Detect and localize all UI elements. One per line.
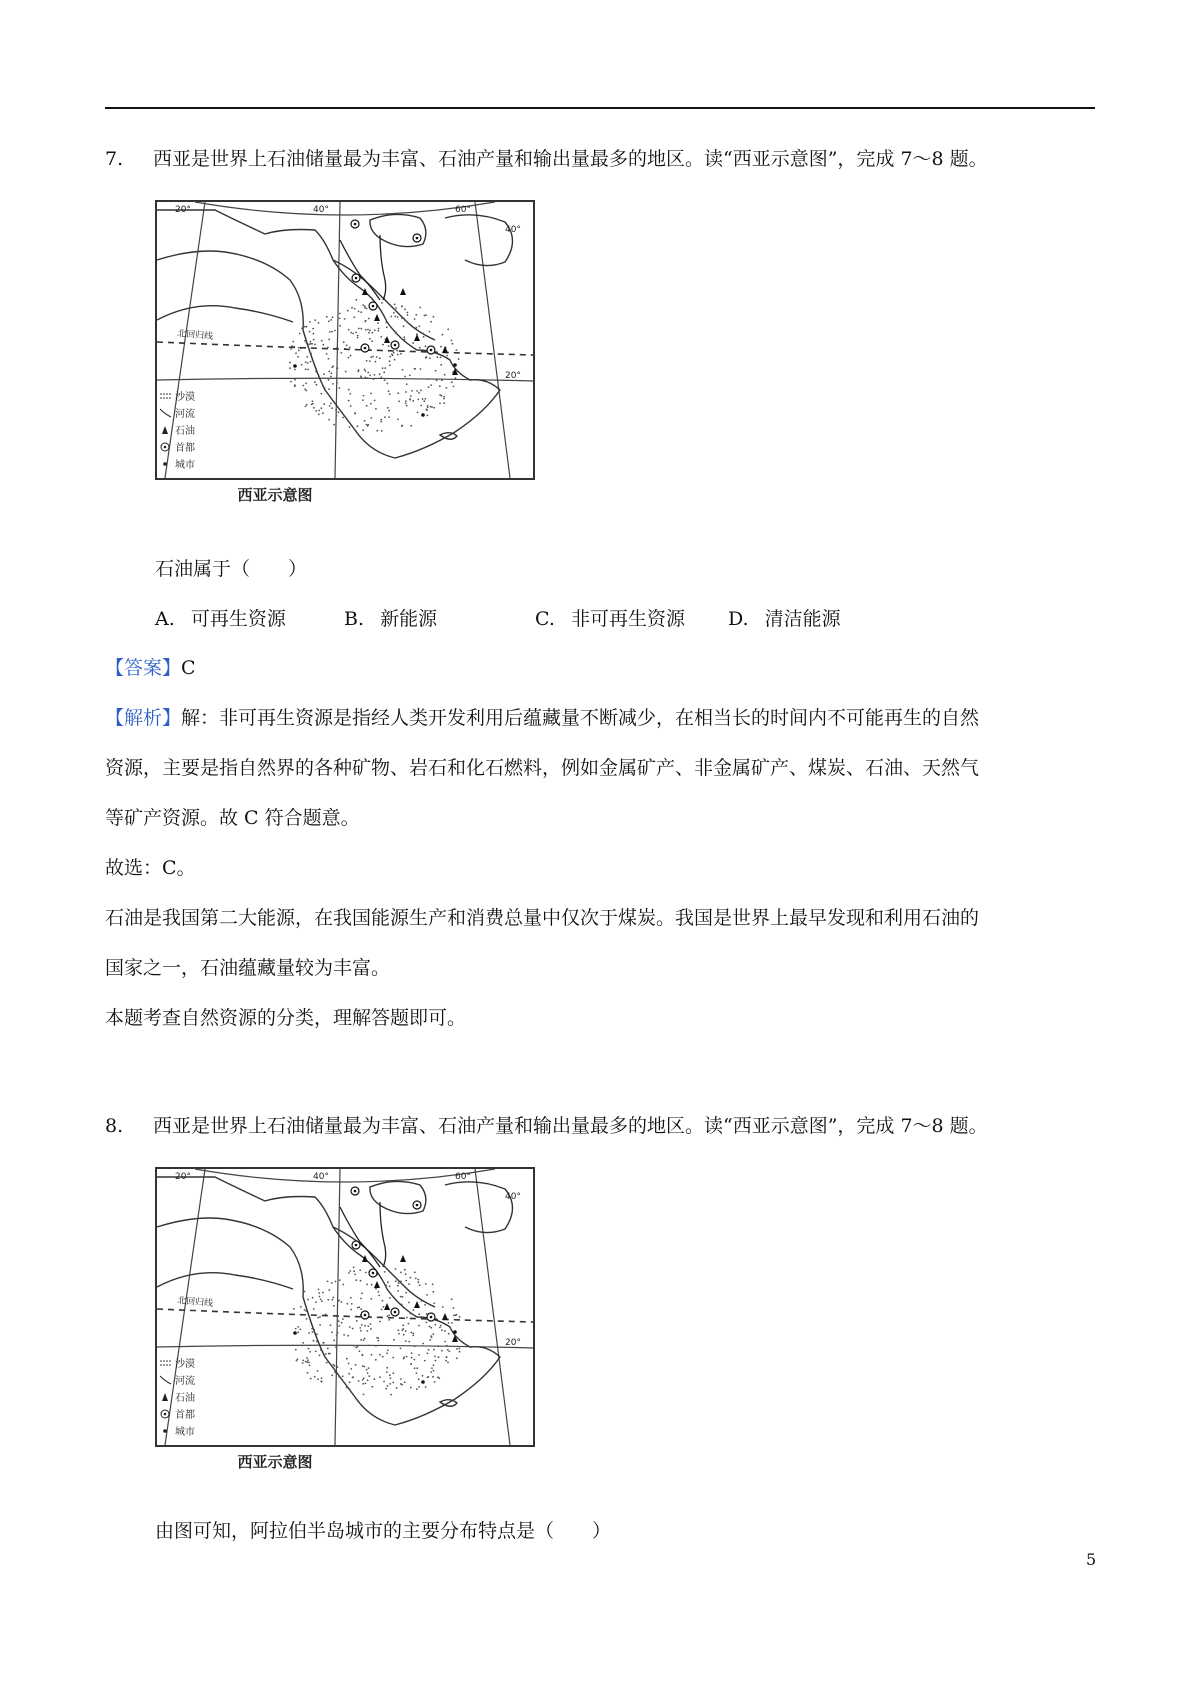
degree-label: 20° (175, 205, 191, 215)
legend-item: 城市 (175, 1427, 195, 1438)
page-number: 5 (1086, 1550, 1097, 1569)
degree-label: 60° (455, 1172, 471, 1182)
west-asia-map (155, 200, 535, 510)
legend-item: 首都 (175, 443, 195, 454)
option-b[interactable] (344, 606, 437, 632)
option-letter: D. (728, 608, 749, 630)
answer-value: C (181, 657, 196, 679)
legend-item: 河流 (175, 409, 195, 420)
map-caption: 西亚示意图 (237, 486, 313, 504)
option-letter: C. (535, 608, 555, 630)
option-text: 新能源 (380, 608, 438, 630)
map-figure (155, 1167, 535, 1477)
degree-label: 40° (313, 1172, 329, 1182)
legend-item: 首都 (175, 1410, 195, 1421)
legend-item: 沙漠 (175, 1359, 195, 1370)
legend-item: 石油 (175, 426, 195, 437)
option-d[interactable] (728, 606, 841, 632)
degree-label: 40° (505, 1192, 521, 1202)
option-text: 非可再生资源 (570, 608, 685, 630)
degree-label: 40° (313, 205, 329, 215)
final-choice: 故选：C。 (105, 857, 196, 879)
legend-item: 城市 (175, 460, 195, 471)
legend-item: 石油 (175, 1393, 195, 1404)
degree-label: 20° (175, 1172, 191, 1182)
top-rule (105, 107, 1095, 109)
west-asia-map (155, 1167, 535, 1477)
analysis-tag: 【解析】 (105, 707, 182, 729)
option-c[interactable] (535, 606, 685, 632)
legend-item: 沙漠 (175, 392, 195, 403)
explanation-line-2: 国家之一，石油蕴藏量较为丰富。 (105, 957, 391, 979)
option-text: 可再生资源 (190, 608, 286, 630)
analysis-line-1 (105, 705, 979, 731)
option-letter: A. (155, 608, 175, 630)
question-number: 8. (105, 1115, 124, 1137)
degree-label: 60° (455, 205, 471, 215)
option-a[interactable] (155, 606, 286, 632)
answer-tag: 【答案】 (105, 657, 182, 679)
tropic-label: 北回归线 (176, 329, 214, 343)
map-figure (155, 200, 535, 510)
analysis-line-2: 资源，主要是指自然界的各种矿物、岩石和化石燃料，例如金属矿产、非金属矿产、煤炭、石油、天然气 (105, 757, 980, 779)
degree-label: 40° (505, 225, 521, 235)
map-caption: 西亚示意图 (237, 1453, 313, 1471)
question-prompt: 石油属于（ ） (155, 558, 308, 580)
question-number: 7. (105, 148, 124, 170)
option-letter: B. (344, 608, 365, 630)
explanation-line-1: 石油是我国第二大能源，在我国能源生产和消费总量中仅次于煤炭。我国是世界上最早发现和利用石油的 (105, 907, 980, 929)
option-text: 清洁能源 (764, 608, 841, 630)
question-stem: 西亚是世界上石油储量最为丰富、石油产量和输出量最多的地区。读“西亚示意图”，完成 7～8 题。 (153, 148, 988, 170)
summary-line: 本题考查自然资源的分类，理解答题即可。 (105, 1007, 467, 1029)
degree-label: 20° (505, 371, 521, 381)
analysis-line-3: 等矿产资源。故 C 符合题意。 (105, 807, 360, 829)
question-prompt: 由图可知，阿拉伯半岛城市的主要分布特点是（ ） (155, 1520, 612, 1542)
analysis-text: 解：非可再生资源是指经人类开发利用后蕴藏量不断减少，在相当长的时间内不可能再生的自然 (181, 707, 980, 729)
degree-label: 20° (505, 1338, 521, 1348)
answer-line (105, 655, 196, 681)
tropic-label: 北回归线 (176, 1296, 214, 1310)
question-stem: 西亚是世界上石油储量最为丰富、石油产量和输出量最多的地区。读“西亚示意图”，完成 7～8 题。 (153, 1115, 988, 1137)
legend-item: 河流 (175, 1376, 195, 1387)
